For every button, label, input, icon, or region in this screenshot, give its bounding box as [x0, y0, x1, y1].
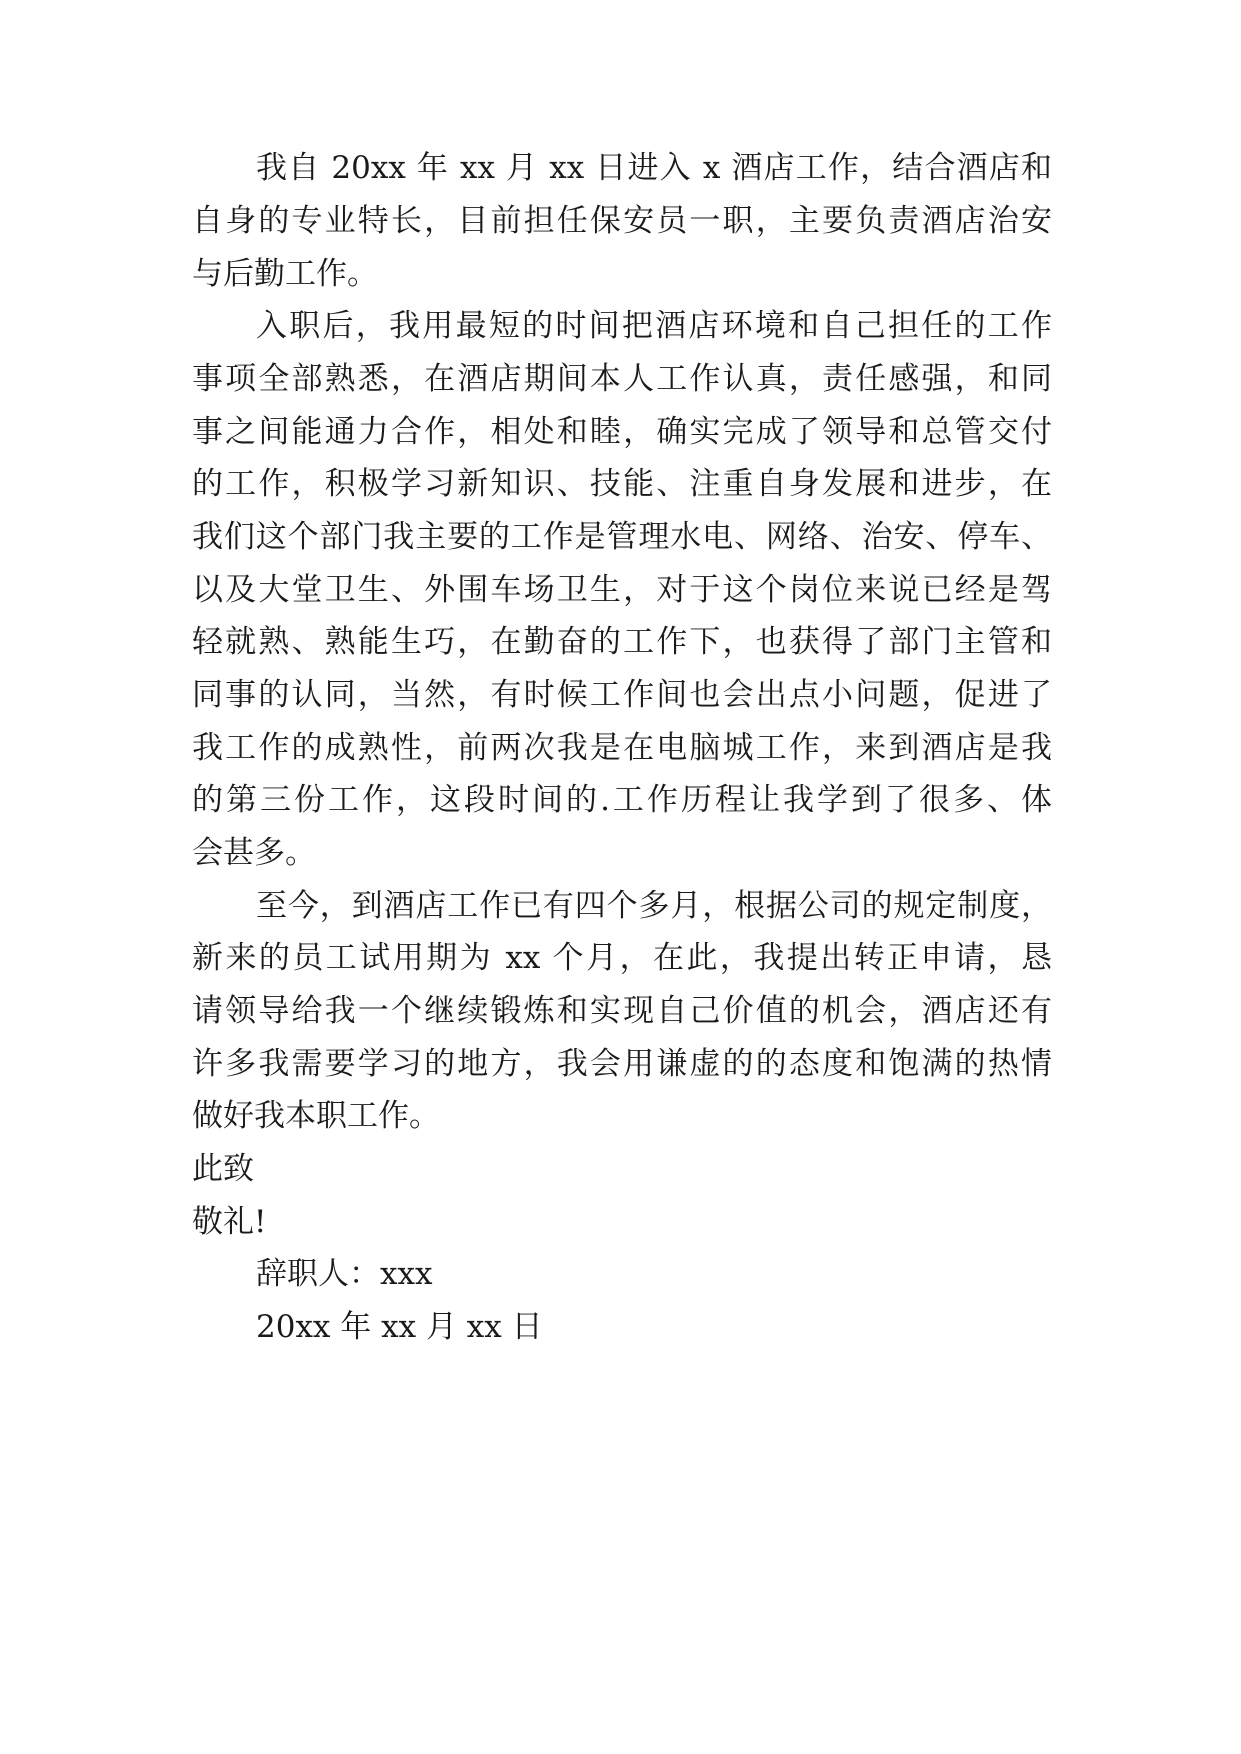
- paragraph-2-line-1: 入职后，我用最短的时间把酒店环境和自己担任的工作: [256, 308, 1052, 344]
- signature-date: 20xx 年 xx 月 xx 日: [256, 1309, 543, 1345]
- paragraph-2-line-9: 我工作的成熟性，前两次我是在电脑城工作，来到酒店是我: [192, 730, 1052, 766]
- paragraph-3-line-4: 许多我需要学习的地方，我会用谦虚的的态度和饱满的热情: [192, 1046, 1052, 1082]
- paragraph-2-line-5: 我们这个部门我主要的工作是管理水电、网络、治安、停车、: [192, 519, 1052, 555]
- paragraph-2-line-4: 的工作，积极学习新知识、技能、注重自身发展和进步，在: [192, 466, 1052, 502]
- paragraph-2-line-7: 轻就熟、熟能生巧，在勤奋的工作下，也获得了部门主管和: [192, 624, 1052, 660]
- paragraph-2-line-3: 事之间能通力合作，相处和睦，确实完成了领导和总管交付: [192, 414, 1052, 450]
- paragraph-2-line-6: 以及大堂卫生、外围车场卫生，对于这个岗位来说已经是驾: [192, 572, 1052, 608]
- closing-salute: 敬礼!: [192, 1204, 267, 1240]
- paragraph-3-line-3: 请领导给我一个继续锻炼和实现自己价值的机会，酒店还有: [192, 993, 1052, 1029]
- paragraph-2-line-10: 的第三份工作，这段时间的.工作历程让我学到了很多、体: [192, 782, 1052, 818]
- paragraph-1-line-1: 我自 20xx 年 xx 月 xx 日进入 x 酒店工作，结合酒店和: [256, 150, 1052, 186]
- paragraph-2-line-11: 会甚多。: [192, 835, 316, 871]
- closing-greeting: 此致: [192, 1151, 254, 1187]
- paragraph-1-line-2: 自身的专业特长，目前担任保安员一职，主要负责酒店治安: [192, 203, 1052, 239]
- paragraph-3-line-2: 新来的员工试用期为 xx 个月，在此，我提出转正申请，恳: [192, 940, 1052, 976]
- paragraph-3-line-1: 至今，到酒店工作已有四个多月，根据公司的规定制度，: [256, 888, 1052, 924]
- paragraph-2-line-8: 同事的认同，当然，有时候工作间也会出点小问题，促进了: [192, 677, 1052, 713]
- paragraph-1-line-3: 与后勤工作。: [192, 256, 378, 292]
- signature-name: 辞职人：xxx: [256, 1256, 433, 1292]
- paragraph-2-line-2: 事项全部熟悉，在酒店期间本人工作认真，责任感强，和同: [192, 361, 1052, 397]
- paragraph-3-line-5: 做好我本职工作。: [192, 1098, 440, 1134]
